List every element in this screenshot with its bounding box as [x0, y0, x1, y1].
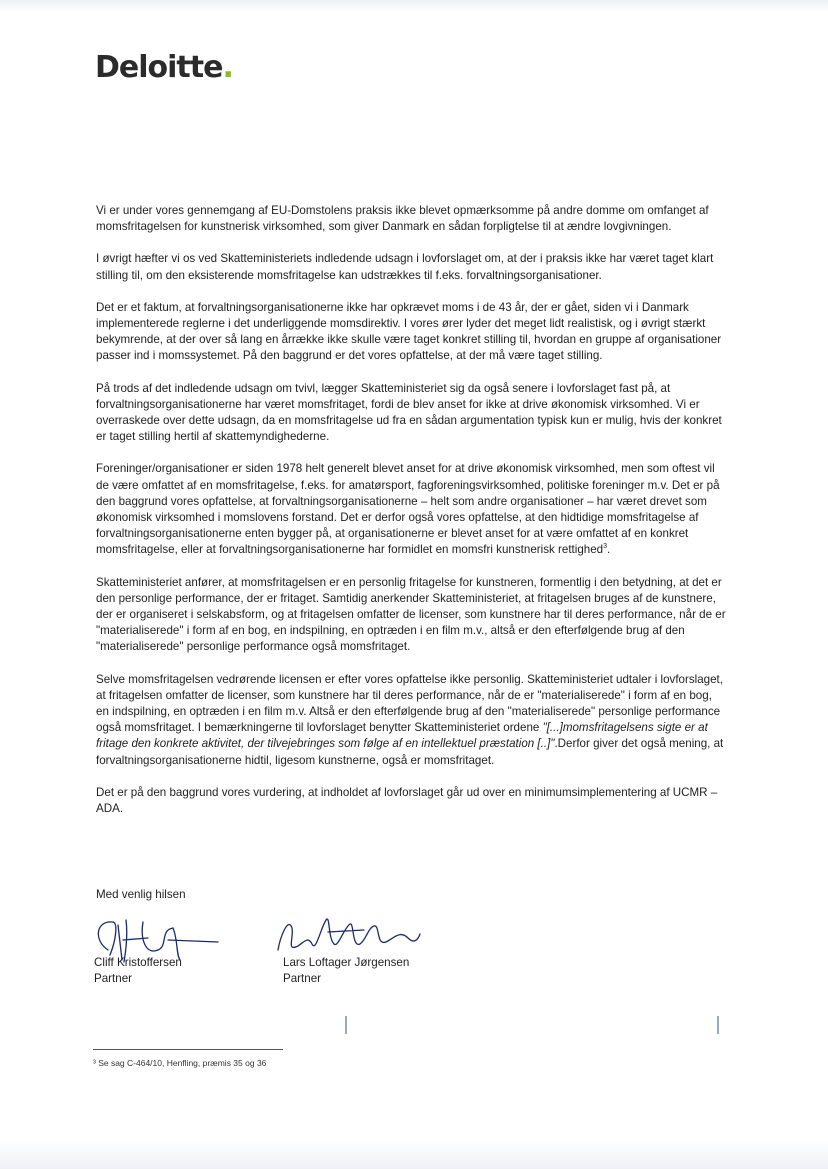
signatory-name: Lars Loftager Jørgensen — [283, 956, 410, 969]
deloitte-logo — [95, 50, 233, 85]
footnote-reference: 3 — [603, 543, 608, 551]
paragraph: Vi er under vores gennemgang af EU-Domstolens praksis ikke blevet opmærksomme på andre domme om omfanget af momsfritagelsen for kunstnerisk virksomhed, som giver Danmark en sådan forpligtelse til at ændre lovgivningen. — [96, 204, 709, 234]
paragraph-with-footnote — [96, 461, 726, 558]
paragraph-end: . — [607, 543, 611, 557]
logo-dot: . — [222, 50, 233, 85]
footnote: ³ Se sag C-464/10, Henfling, præmis 35 og 36 — [93, 1058, 267, 1068]
logo-text: Deloitte — [95, 50, 223, 85]
closing-salutation: Med venlig hilsen — [96, 888, 186, 901]
paragraph: På trods af det indledende udsagn om tvivl, lægger Skatteministeriet sig da også senere i lovforslaget fast på, at forvaltningsorganisationerne har været momsfritaget, fordi de blev anset for ikke at drive økonomisk virksomhed. Vi er overraskede over dette udsagn, da en momsfritagelse ud fra en sådan argumentation typisk kun er mulig, hvis der konkret er taget stilling hertil af skattemyndighederne. — [96, 381, 722, 444]
paragraph: Det er på den baggrund vores vurdering, at indholdet af lovforslaget går ud over en minimumsimplementering af UCMR – ADA. — [96, 785, 718, 816]
scan-mark — [345, 1016, 347, 1034]
scan-edge — [0, 1140, 828, 1169]
scan-edge — [0, 0, 828, 12]
signatory-2 — [283, 955, 409, 987]
paragraph: Skatteministeriet anfører, at momsfritagelsen er en personlig fritagelse for kunstneren, formentlig i den betydning, at det er den personlige performance, der er fritaget. Samtidig anerkender Skatteministeriet, at fritagelsen bruges af de kunstnere, der er organiseret i selskabsform, og at fritagelsen omfatter de licenser, som kunstnere har til deres performance, når de er "materialiserede" i form af en bog, en indspilning, en optræden i en film m.v., altså er den efterfølgende brug af den "materialiserede" personlige performance også momsfritaget. — [96, 575, 726, 654]
scan-mark — [717, 1016, 719, 1034]
paragraph-with-quote — [96, 672, 726, 769]
letter-body — [96, 203, 726, 833]
signatory-title: Partner — [94, 972, 133, 985]
paragraph-text: Selve momsfritagelsen vedrørende licensen er efter vores opfattelse ikke personlig. Skatteministeriet udtaler i lovforslaget, at fritagelsen omfatter de licenser, som kunstnere har til deres performance, når de er "materialiserede" i form af en bog, en indspilning, en optræden i en film m.v. Altså er den efterfølgende brug af den "materialiserede" personlige performance også momsfritaget. I bemærkningerne til lovforslaget benytter Skatteministeriet ordene — [96, 672, 724, 735]
signatory-1 — [94, 955, 182, 987]
footnote-divider — [93, 1049, 283, 1050]
paragraph: Det er et faktum, at forvaltningsorganisationerne ikke har opkrævet moms i de 43 år, der er gået, siden vi i Danmark implementerede reglerne i det underliggende momsdirektiv. I vores ører lyder det meget lidt realistisk, og i øvrigt stærkt bekymrende, at der over så lang en årrække ikke skulle være taget konkret stilling til, hvordan en gruppe af organisationer passer ind i momssystemet. På den baggrund er det vores opfattelse, at der må være taget stilling. — [96, 300, 722, 363]
paragraph-text-after-quote: .Derfor giver det også mening, at forvaltningsorganisationerne hidtil, ligesom kunstnerne, også er momsfritaget. — [96, 737, 724, 767]
italic-quote: "[...]momsfritagelsens sigte er at fritage den konkrete aktivitet, der tilvejebringes som følge af en intellektuel præstation [..]" — [96, 721, 708, 751]
signatory-title: Partner — [283, 972, 322, 985]
paragraph: I øvrigt hæfter vi os ved Skatteministeriets indledende udsagn i lovforslaget om, at der i praksis ikke har været taget klart stilling til, om den eksisterende momsfritagelse kan udstrækkes til f.eks. forvaltningsorganisationer. — [96, 252, 714, 282]
paragraph-text: Foreninger/organisationer er siden 1978 helt generelt blevet anset for at drive økonomisk virksomhed, men som oftest vil de være omfattet af en momsfritagelse, f.eks. for amatørsport, fagforeningsvirksomhed, politiske foreninger m.v. Det er på den baggrund vores opfattelse, at forvaltningsorganisationerne – helt som andre organisationer – har været drevet som økonomisk virksomhed i momslovens forstand. Det er derfor også vores opfattelse, at den hidtidige momsfritagelse af forvaltningsorganisationerne enten bygger på, at organisationerne er blevet anset for at være omfattet af en konkret momsfritagelse, eller at forvaltningsorganisationerne har formidlet en momsfri kunstnerisk rettighed — [96, 462, 720, 557]
signatory-name: Cliff Kristoffersen — [94, 956, 182, 969]
